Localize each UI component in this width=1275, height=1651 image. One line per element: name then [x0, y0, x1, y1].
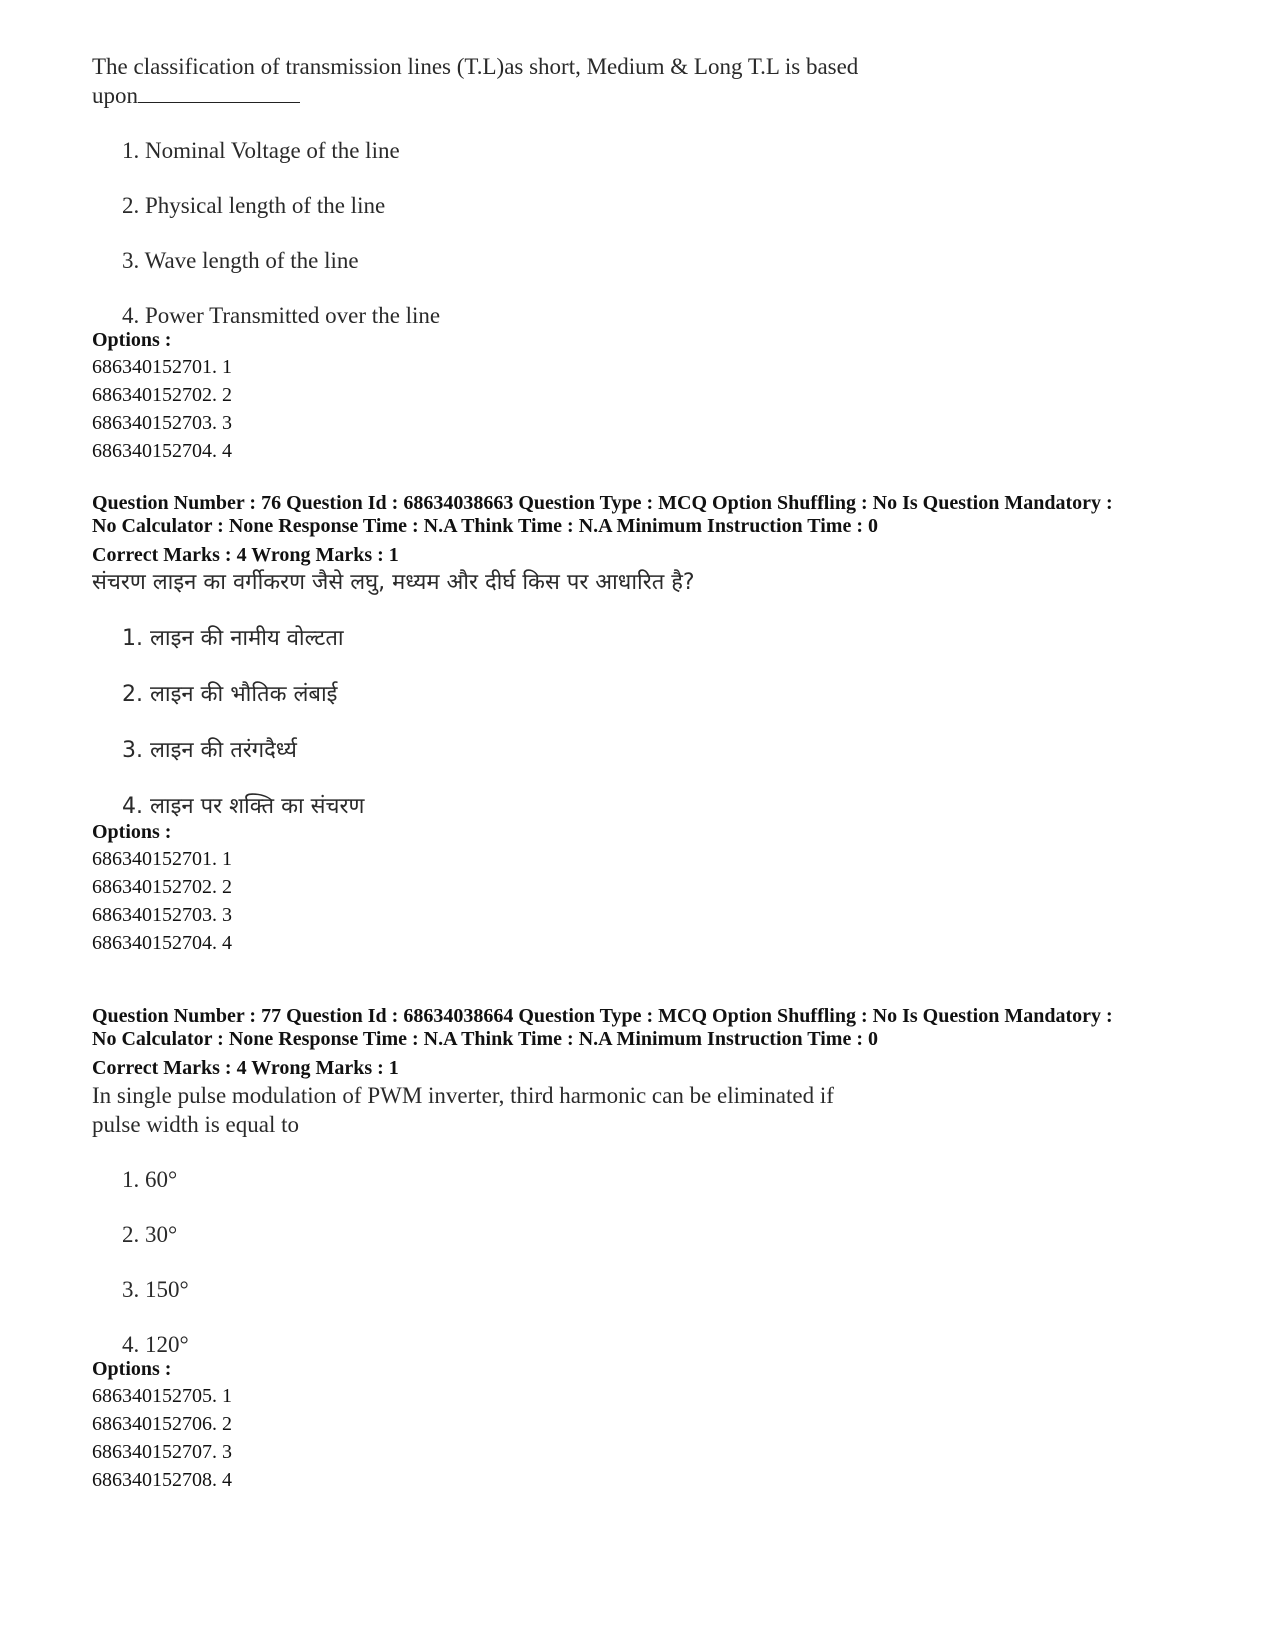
choice-item: 1. Nominal Voltage of the line — [122, 138, 400, 163]
choice-item: 4. Power Transmitted over the line — [122, 303, 441, 328]
choice-item: 3. लाइन की तरंगदैर्ध्य — [122, 738, 297, 763]
choice-item: 2. 30° — [122, 1222, 178, 1247]
question-77-text-line1: In single pulse modulation of PWM inverter, third harmonic can be eliminated if — [92, 1083, 834, 1108]
question-75-text — [92, 52, 892, 110]
option-id: 686340152706. 2 — [92, 1413, 232, 1435]
options-label: Options : — [92, 1358, 172, 1380]
option-id: 686340152702. 2 — [92, 384, 232, 406]
question-77-text — [92, 1081, 892, 1139]
option-id: 686340152707. 3 — [92, 1441, 232, 1463]
choice-item: 4. लाइन पर शक्ति का संचरण — [122, 794, 365, 819]
question-75-choices — [92, 136, 1242, 330]
option-id: 686340152703. 3 — [92, 412, 232, 434]
choice-item: 1. लाइन की नामीय वोल्टता — [122, 626, 344, 651]
option-id: 686340152701. 1 — [92, 356, 232, 378]
question-76-text: संचरण लाइन का वर्गीकरण जैसे लघु, मध्यम और दीर्घ किस पर आधारित है? — [92, 570, 695, 595]
option-id: 686340152705. 1 — [92, 1385, 232, 1407]
option-id: 686340152703. 3 — [92, 904, 232, 926]
option-id: 686340152704. 4 — [92, 932, 232, 954]
question-77-meta-line2: No Calculator : None Response Time : N.A Think Time : N.A Minimum Instruction Time : 0 — [92, 1028, 878, 1050]
option-id: 686340152701. 1 — [92, 848, 232, 870]
question-76-choices — [92, 624, 1242, 822]
question-77-text-line2: pulse width is equal to — [92, 1112, 299, 1137]
question-75-text-line2: upon — [92, 81, 892, 110]
option-id: 686340152708. 4 — [92, 1469, 232, 1491]
choice-item: 1. 60° — [122, 1167, 178, 1192]
question-76-meta-line1: Question Number : 76 Question Id : 68634038663 Question Type : MCQ Option Shuffling : No Is Question Mandatory : — [92, 492, 1113, 514]
question-77-choices — [92, 1165, 1242, 1359]
question-75 — [92, 52, 1242, 465]
question-77-meta-line1: Question Number : 77 Question Id : 68634038664 Question Type : MCQ Option Shuffling : No Is Question Mandatory : — [92, 1005, 1113, 1027]
option-id: 686340152702. 2 — [92, 876, 232, 898]
question-76-marks: Correct Marks : 4 Wrong Marks : 1 — [92, 544, 399, 566]
question-77 — [92, 1005, 1242, 1494]
answer-blank — [138, 82, 300, 103]
choice-item: 3. Wave length of the line — [122, 248, 359, 273]
question-76 — [92, 492, 1242, 957]
question-77-meta — [92, 1005, 1242, 1051]
options-label: Options : — [92, 329, 172, 351]
question-76-meta — [92, 492, 1242, 538]
question-76-meta-line2: No Calculator : None Response Time : N.A Think Time : N.A Minimum Instruction Time : 0 — [92, 515, 878, 537]
choice-item: 2. लाइन की भौतिक लंबाई — [122, 682, 338, 707]
question-75-text-line1: The classification of transmission lines (T.L)as short, Medium & Long T.L is based — [92, 54, 859, 79]
option-id: 686340152704. 4 — [92, 440, 232, 462]
options-label: Options : — [92, 821, 172, 843]
choice-item: 3. 150° — [122, 1277, 189, 1302]
question-77-marks: Correct Marks : 4 Wrong Marks : 1 — [92, 1057, 399, 1079]
choice-item: 2. Physical length of the line — [122, 193, 386, 218]
choice-item: 4. 120° — [122, 1332, 189, 1357]
